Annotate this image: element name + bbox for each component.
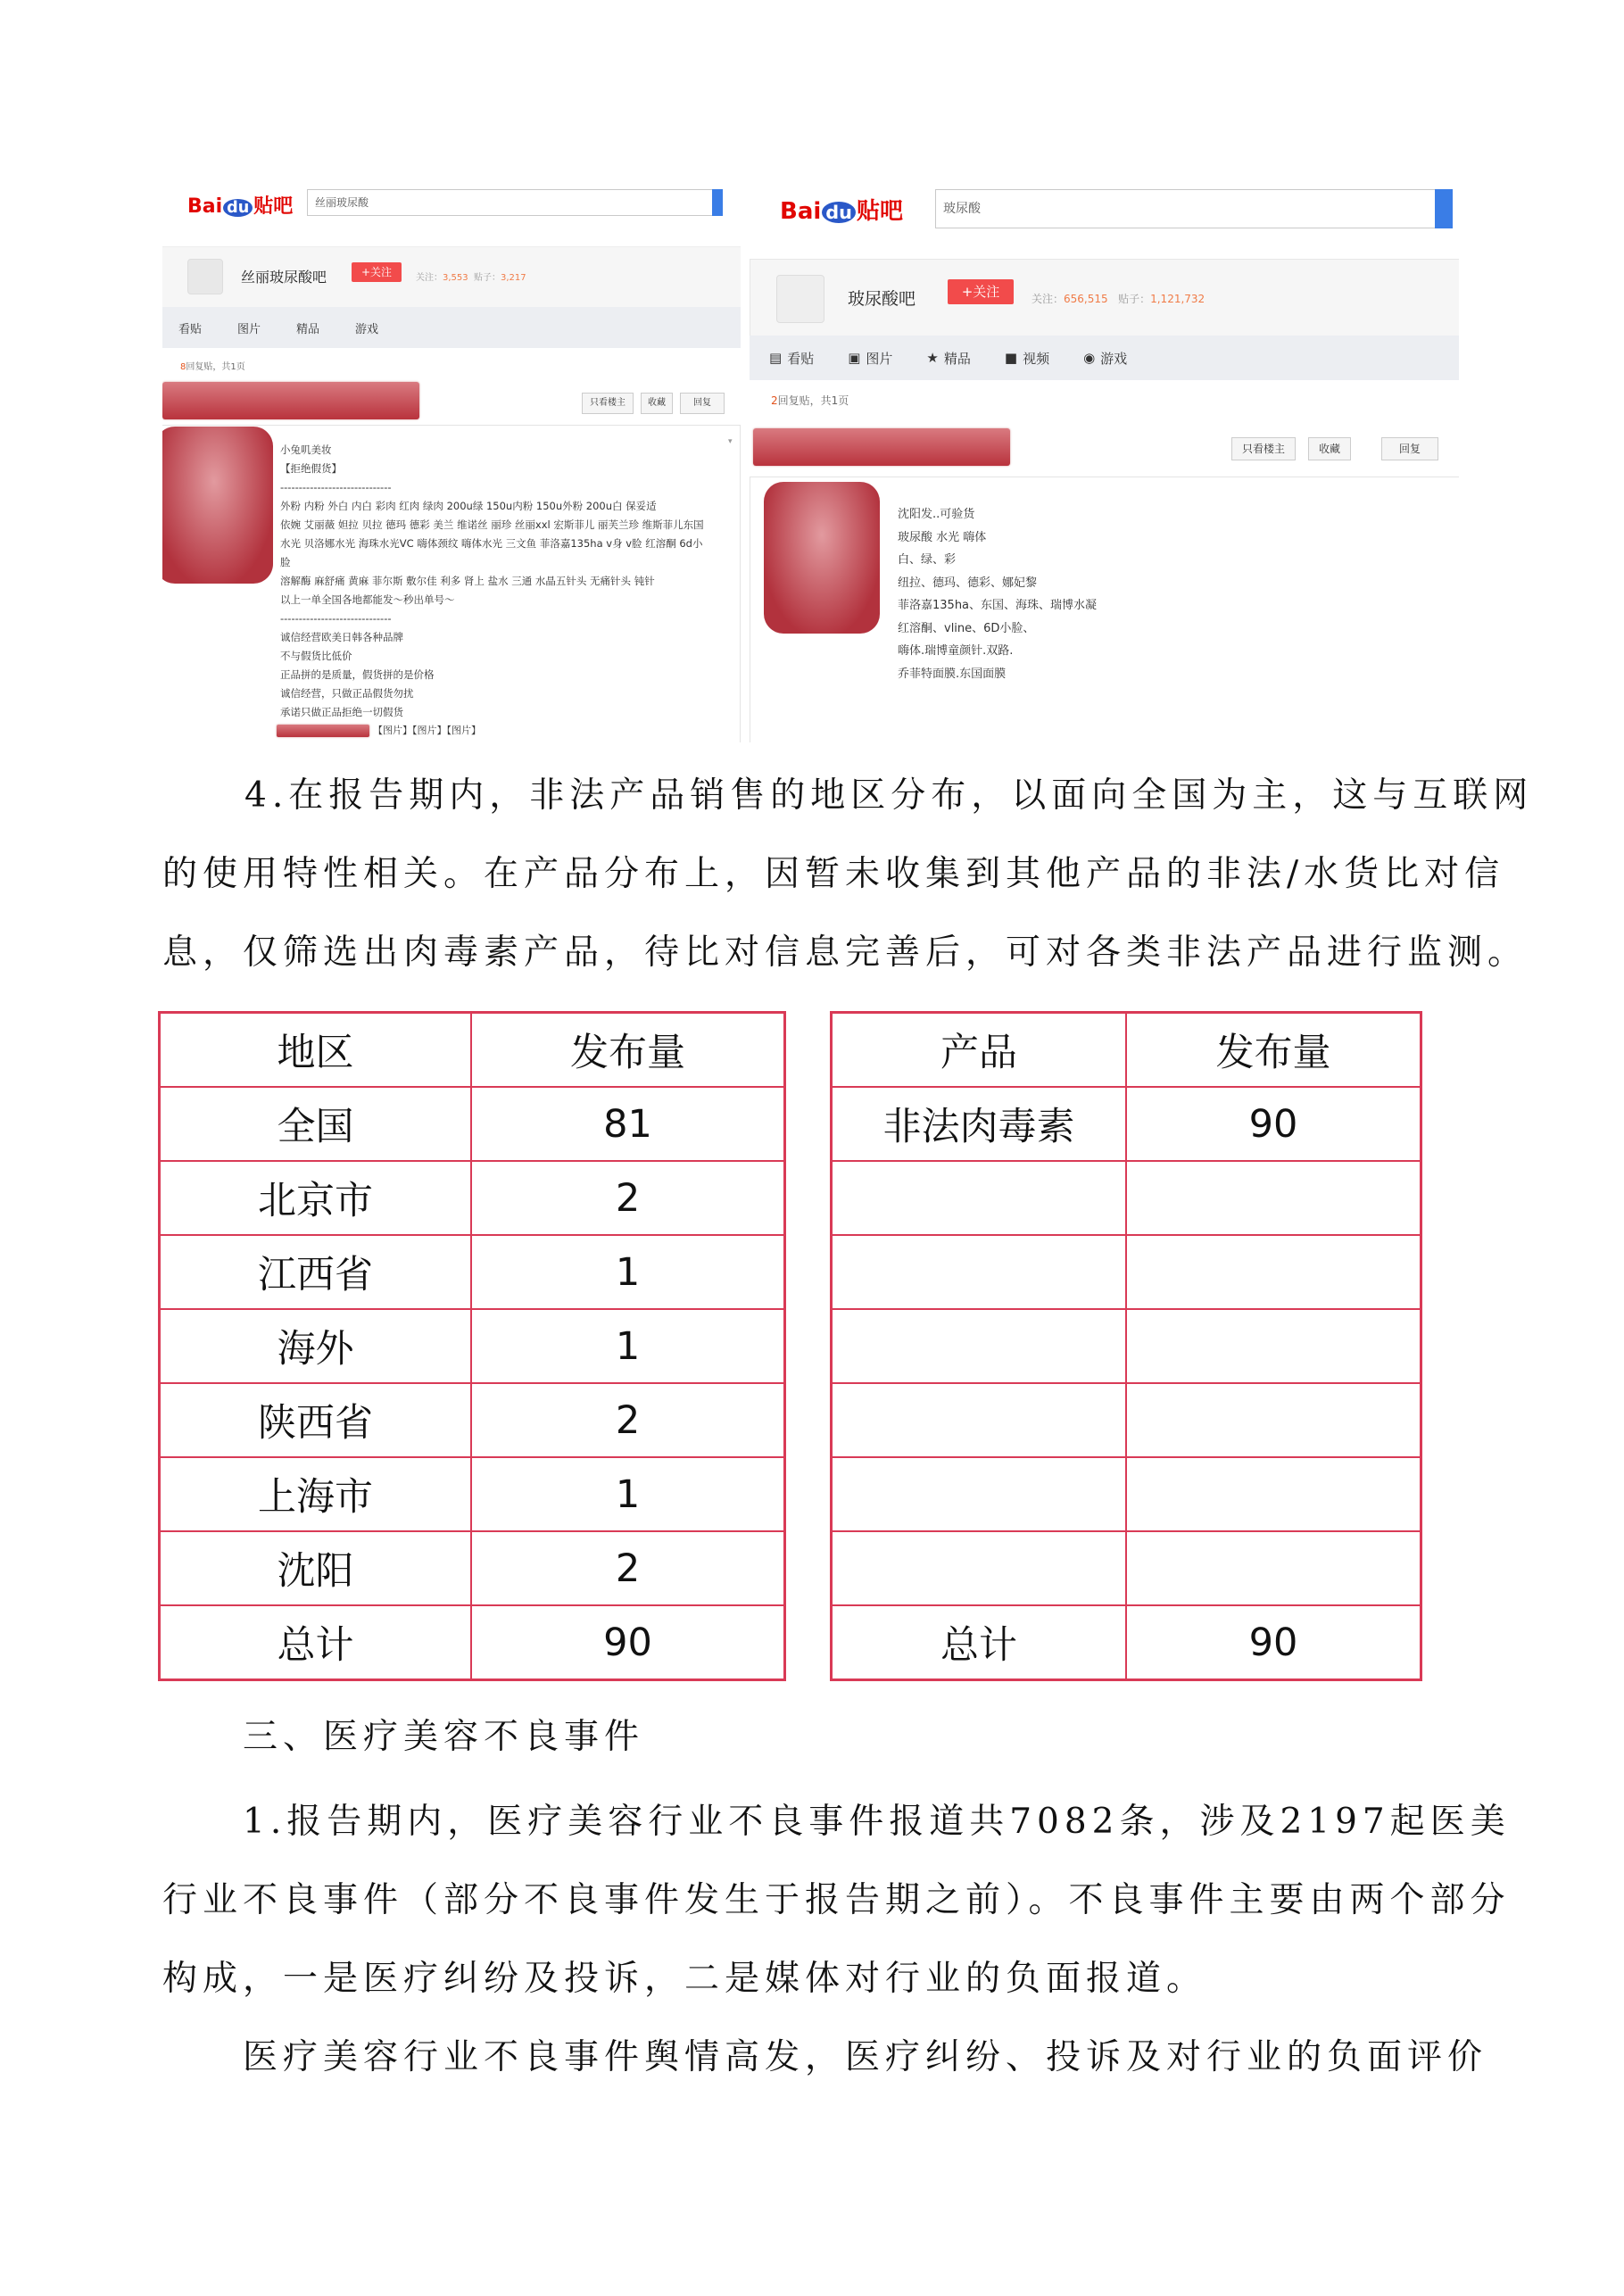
only-op-button[interactable]: 只看楼主 xyxy=(582,393,634,414)
forum-avatar xyxy=(187,259,223,294)
table-row xyxy=(160,1457,785,1531)
tab-games[interactable]: 游戏 xyxy=(355,322,379,336)
count-cell xyxy=(1126,1383,1421,1457)
table-row xyxy=(832,1457,1421,1531)
forum-name[interactable]: 丝丽玻尿酸吧 xyxy=(241,269,327,286)
table-header-cell: 地区 xyxy=(160,1013,472,1088)
reply-button[interactable]: 回复 xyxy=(1381,437,1438,460)
follow-button[interactable]: +关注 xyxy=(948,279,1014,304)
post-line: 玻尿酸 水光 嗨体 xyxy=(898,530,987,544)
redacted-signature xyxy=(277,725,369,737)
post-line: 水光 贝洛娜水光 海珠水光VC 嗨体颈纹 嗨体水光 三文鱼 菲洛嘉135ha v身 v脸 红溶酮 6d小 xyxy=(280,537,703,550)
table-row xyxy=(832,1087,1421,1161)
post-line: 脸 xyxy=(280,556,291,568)
region-cell: 北京市 xyxy=(160,1161,472,1235)
product-cell xyxy=(832,1457,1127,1531)
count-cell: 81 xyxy=(471,1087,785,1161)
image-icon: ▣ xyxy=(848,350,861,366)
post-image-links[interactable]: 【图片】【图片】【图片】 xyxy=(373,725,481,736)
region-cell: 上海市 xyxy=(160,1457,472,1531)
table-row xyxy=(832,1309,1421,1383)
post-line: 白、绿、彩 xyxy=(898,553,957,567)
search-button[interactable] xyxy=(712,189,723,216)
count-cell xyxy=(1126,1309,1421,1383)
total-label-cell: 总计 xyxy=(832,1605,1127,1680)
total-count-cell: 90 xyxy=(1126,1605,1421,1680)
tab-posts[interactable]: ▤ 看贴 xyxy=(769,350,815,367)
product-cell xyxy=(832,1383,1127,1457)
post-body xyxy=(280,441,704,722)
post-line: 纽拉、德玛、德彩、娜妃黎 xyxy=(898,576,1038,590)
post-line: 红溶酮、vline、6D小脸、 xyxy=(898,621,1035,635)
reply-button[interactable]: 回复 xyxy=(680,393,725,414)
table-row xyxy=(832,1383,1421,1457)
post-line: 诚信经营，只做正品假货勿扰 xyxy=(280,687,414,700)
post-line: 沈阳发..可验货 xyxy=(898,508,975,521)
forum-stats: 关注：3,553 贴子：3,217 xyxy=(416,273,526,283)
redacted-avatar xyxy=(162,427,273,584)
region-cell: 沈阳 xyxy=(160,1531,472,1605)
count-cell: 90 xyxy=(1126,1087,1421,1161)
table-total-row xyxy=(160,1605,785,1680)
product-cell: 非法肉毒素 xyxy=(832,1087,1127,1161)
star-icon: ★ xyxy=(926,350,939,366)
tieba-screenshot-left xyxy=(162,178,741,742)
table-row xyxy=(160,1531,785,1605)
table-header-cell: 产品 xyxy=(832,1013,1127,1088)
count-cell: 1 xyxy=(471,1309,785,1383)
count-cell: 2 xyxy=(471,1383,785,1457)
post-line: 正品拼的是质量，假货拼的是价格 xyxy=(280,668,435,681)
tieba-screenshot-right xyxy=(750,178,1459,742)
tab-games[interactable]: ◉ 游戏 xyxy=(1083,350,1128,367)
count-cell xyxy=(1126,1235,1421,1309)
count-cell: 2 xyxy=(471,1161,785,1235)
baidu-tieba-logo: Bai du 贴吧 xyxy=(187,195,294,218)
tab-videos[interactable]: ■ 视频 xyxy=(1004,350,1050,367)
redacted-avatar xyxy=(764,482,880,634)
post-line: 乔菲特面膜.东国面膜 xyxy=(898,667,1007,681)
tab-images[interactable]: 图片 xyxy=(237,322,261,336)
post-line: 承诺只做正品拒绝一切假货 xyxy=(280,706,403,718)
post-line: 【拒绝假货】 xyxy=(280,462,342,475)
table-row xyxy=(832,1161,1421,1235)
table-row xyxy=(160,1235,785,1309)
product-cell xyxy=(832,1309,1127,1383)
tab-featured[interactable]: ★ 精品 xyxy=(926,350,971,367)
post-line: ------------------------------ xyxy=(280,481,392,493)
product-cell xyxy=(832,1161,1127,1235)
total-label-cell: 总计 xyxy=(160,1605,472,1680)
table-row xyxy=(160,1087,785,1161)
table-row xyxy=(832,1531,1421,1605)
follow-button[interactable]: +关注 xyxy=(352,262,402,282)
table-row xyxy=(160,1383,785,1457)
count-cell xyxy=(1126,1531,1421,1605)
favorite-button[interactable]: 收藏 xyxy=(1308,437,1351,460)
paragraph-region-distribution: 4.在报告期内，非法产品销售的地区分布，以面向全国为主，这与互联网 的使用特性相关。在产品分布上，因暂未收集到其他产品的非法/水货比对信 息，仅筛选出肉毒素产品，待比对信息完善后，可对各类非法产品进行监测。 xyxy=(162,775,1534,973)
post-line: 嗨体.瑞博童颜针.双路. xyxy=(898,644,1014,658)
gamepad-icon: ◉ xyxy=(1083,350,1096,366)
forum-nav xyxy=(750,336,1459,380)
table-header-row xyxy=(832,1013,1421,1088)
table-row xyxy=(160,1309,785,1383)
redacted-username xyxy=(162,382,419,419)
post-line: 以上一单全国各地都能发～秒出单号～ xyxy=(280,593,455,606)
region-cell: 海外 xyxy=(160,1309,472,1383)
search-input[interactable]: 丝丽玻尿酸 xyxy=(307,189,723,216)
count-cell xyxy=(1126,1457,1421,1531)
section-heading: 三、医疗美容不良事件 xyxy=(243,1717,645,1757)
doc-icon: ▤ xyxy=(769,350,783,366)
only-op-button[interactable]: 只看楼主 xyxy=(1231,437,1296,460)
paragraph-public-opinion: 医疗美容行业不良事件舆情高发，医疗纠纷、投诉及对行业的负面评价 xyxy=(243,2037,1488,2077)
post-body xyxy=(898,503,1097,685)
favorite-button[interactable]: 收藏 xyxy=(641,393,673,414)
table-row xyxy=(160,1161,785,1235)
count-cell: 1 xyxy=(471,1235,785,1309)
product-cell xyxy=(832,1235,1127,1309)
post-line: ------------------------------ xyxy=(280,612,392,625)
count-cell: 2 xyxy=(471,1531,785,1605)
count-cell: 1 xyxy=(471,1457,785,1531)
search-input[interactable]: 玻尿酸 xyxy=(935,189,1453,228)
post-line: 依婉 艾丽薇 妲拉 贝拉 德玛 德彩 美兰 维诺丝 丽珍 丝丽xxl 宏斯菲儿 丽芙兰珍 维斯菲儿东国 xyxy=(280,518,704,531)
baidu-tieba-logo: Bai du 贴吧 xyxy=(780,198,903,225)
table-header-cell: 发布量 xyxy=(1126,1013,1421,1088)
product-cell xyxy=(832,1531,1127,1605)
forum-stats: 关注：656,515 贴子：1,121,732 xyxy=(1032,293,1206,305)
post-menu-icon[interactable]: ▾ xyxy=(728,437,733,446)
table-row xyxy=(832,1235,1421,1309)
post-line: 溶解酶 麻舒痛 黄麻 菲尔斯 敷尔佳 利多 肾上 盐水 三通 水晶五针头 无痛针头 钝针 xyxy=(280,575,655,587)
reply-count: 2回复贴，共1页 xyxy=(771,394,849,407)
region-cell: 全国 xyxy=(160,1087,472,1161)
reply-count: 8回复贴，共1页 xyxy=(180,362,245,372)
post-line: 外粉 内粉 外白 内白 彩肉 红肉 绿肉 200u绿 150u内粉 150u外粉 200u白 保妥适 xyxy=(280,500,657,512)
video-icon: ■ xyxy=(1004,350,1018,366)
tab-featured[interactable]: 精品 xyxy=(296,322,320,336)
tab-posts[interactable]: 看贴 xyxy=(178,322,203,336)
region-cell: 江西省 xyxy=(160,1235,472,1309)
forum-nav xyxy=(162,307,741,348)
paragraph-adverse-events: 1.报告期内，医疗美容行业不良事件报道共7082条，涉及2197起医美 行业不良事件（部分不良事件发生于报告期之前）。不良事件主要由两个部分 构成，一是医疗纠纷及投诉，二是媒体对行业的负面报道。 xyxy=(162,1802,1511,1999)
product-table xyxy=(830,1011,1422,1681)
region-cell: 陕西省 xyxy=(160,1383,472,1457)
post-line: 诚信经营欧美日韩各种品牌 xyxy=(280,631,403,643)
post-line: 不与假货比低价 xyxy=(280,650,352,662)
forum-avatar xyxy=(776,275,824,323)
redacted-username xyxy=(753,428,1010,466)
region-table xyxy=(158,1011,786,1681)
forum-name[interactable]: 玻尿酸吧 xyxy=(848,289,916,309)
total-count-cell: 90 xyxy=(471,1605,785,1680)
post-line: 小兔叽美妆 xyxy=(280,443,332,456)
tab-images[interactable]: ▣ 图片 xyxy=(848,350,893,367)
search-button[interactable] xyxy=(1435,189,1453,228)
table-header-cell: 发布量 xyxy=(471,1013,785,1088)
table-total-row xyxy=(832,1605,1421,1680)
count-cell xyxy=(1126,1161,1421,1235)
table-header-row xyxy=(160,1013,785,1088)
post-line: 菲洛嘉135ha、东国、海珠、瑞博水凝 xyxy=(898,599,1098,612)
